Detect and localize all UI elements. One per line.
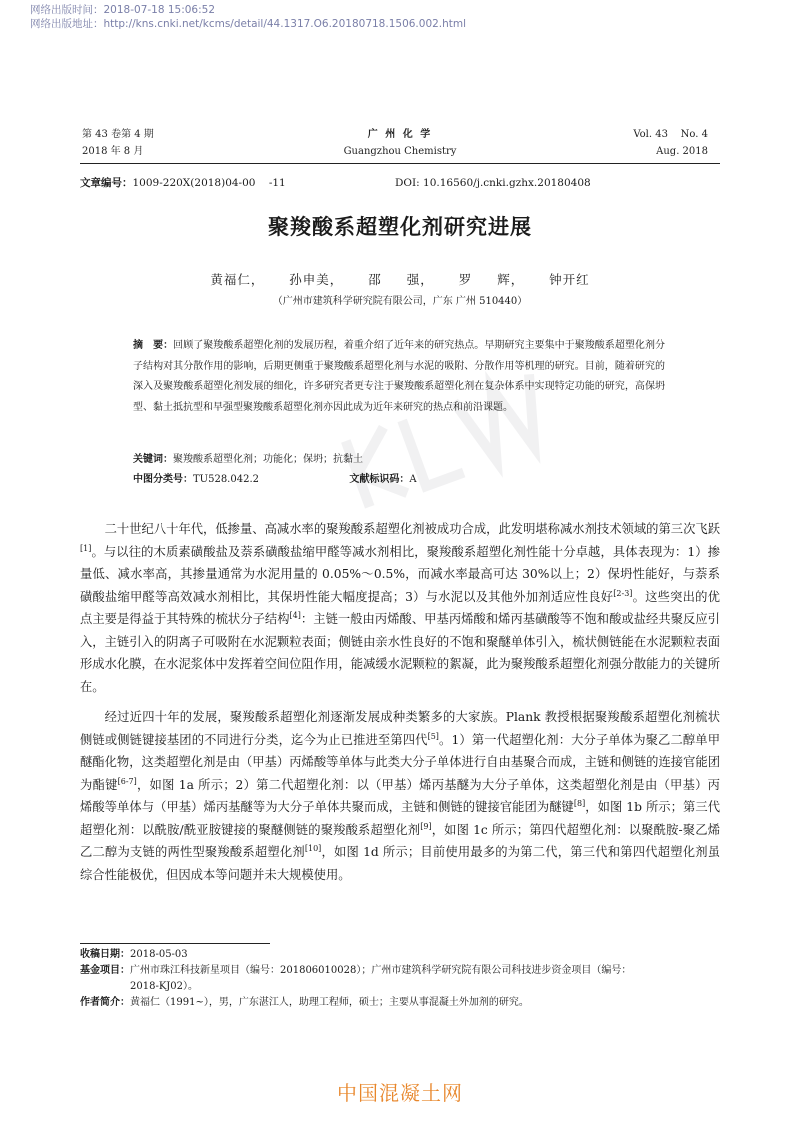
header-rule	[80, 163, 720, 164]
author-bio	[80, 995, 720, 1011]
article-number-value: 1009-220X(2018)04-00 -11	[132, 177, 286, 189]
fund-label: 基金项目：	[80, 965, 130, 976]
citation[interactable]: [5]	[427, 731, 439, 741]
citation[interactable]: [9]	[420, 821, 432, 831]
body-text: ，如图 1d 所示；目前使用最多的为第二代，第三代和第四代超塑化剂虽综合性能极优，但因成本等问题并未大规模使用。	[80, 845, 720, 882]
citation[interactable]: [10]	[304, 843, 322, 853]
keywords-label: 关键词：	[133, 454, 173, 465]
online-publish-address[interactable]: 网络出版地址：http://kns.cnki.net/kcms/detail/44.1317.O6.20180718.1506.002.html	[30, 18, 467, 30]
citation[interactable]: [1]	[80, 543, 92, 553]
journal-name-en: Guangzhou Chemistry	[343, 146, 457, 157]
clc-value: TU528.042.2	[193, 474, 259, 485]
body-text: ，如图 1a 所示；2）第二代超塑化剂：以（甲基）烯丙基醚为大分子单体，这类超塑化剂是由（甲基）丙烯酸等单体与（甲基）烯丙基醚等为大分子单体共聚而成，主链和侧链的键接官能团为醚键	[80, 777, 720, 814]
body-text: ，如图 1c 所示；第四代超塑化剂：以聚酰胺-聚乙烯乙二醇为支链的两性型聚羧酸系超塑化剂	[80, 822, 720, 859]
body-text: 。与以往的木质素磺酸盐及萘系磺酸盐缩甲醛等减水剂相比，聚羧酸系超塑化剂性能十分卓越，具体表现为：1）掺量低、减水率高，其掺量通常为水泥用量的 0.05%～0.5%，而减水率最高可达 30%以上；2）保坍性能好，与萘系磺酸盐缩甲醛等高效减水剂相比，其保坍性能大幅度提高；3）与水泥以及其他外加剂适应性良好	[80, 544, 720, 604]
affiliation: （广州市建筑科学研究院有限公司，广东 广州 510440）	[272, 296, 528, 307]
author-bio-label: 作者简介：	[80, 997, 130, 1008]
body-text: 二十世纪八十年代，低掺量、高减水率的聚羧酸系超塑化剂被成功合成，此发明堪称减水剂技术领域的第三次飞跃	[104, 522, 720, 536]
paper-title: 聚羧酸系超塑化剂研究进展	[268, 215, 532, 239]
doi[interactable]: DOI: 10.16560/j.cnki.gzhx.20180408	[395, 177, 591, 189]
citation[interactable]: [8]	[573, 798, 586, 808]
received-label: 收稿日期：	[80, 949, 130, 960]
fund-project	[80, 963, 720, 979]
body-text: 经过近四十年的发展，聚羧酸系超塑化剂逐渐发展成种类繁多的大家族。Plank 教授根据聚羧酸系超塑化剂梳状侧链或侧链键接基团的不同进行分类，迄今为止已推进至第四代	[80, 710, 720, 747]
date-cn: 2018 年 8 月	[82, 146, 144, 157]
volume-cn: 第 43 卷第 4 期	[82, 129, 154, 140]
clc-label: 中图分类号：	[133, 474, 193, 485]
received-date	[80, 947, 720, 963]
doc-code-label: 文献标识码：	[349, 474, 410, 485]
body-text: 。1）第一代超塑化剂：大分子单体为聚乙二醇单甲醚酯化物，这类超塑化剂是由（甲基）丙烯酸等单体与此类大分子单体进行自由基聚合而成，主链和侧链的连接官能团为酯键	[80, 732, 720, 792]
body-paragraph-1	[80, 518, 720, 698]
keywords-text: 聚羧酸系超塑化剂；功能化；保坍；抗黏土	[173, 454, 363, 465]
citation[interactable]: [6-7]	[117, 776, 137, 786]
abstract-text: 回顾了聚羧酸系超塑化剂的发展历程，着重介绍了近年来的研究热点。早期研究主要集中于聚羧酸系超塑化剂分子结构对其分散作用的影响，后期更侧重于聚羧酸系超塑化剂与水泥的吸附、分散作用等机理的研究。目前，随着研究的深入及聚羧酸系超塑化剂发展的细化，许多研究者更专注于聚羧酸系超塑化剂在复杂体系中实现特定功能的研究，高保坍型、黏土抵抗型和早强型聚羧酸系超塑化剂亦因此成为近年来研究的热点和前沿课题。	[133, 340, 666, 413]
journal-name-cn: 广 州 化 学	[367, 129, 433, 140]
citation[interactable]: [2-3]	[613, 588, 633, 598]
classification	[133, 470, 417, 490]
body-paragraph-2	[80, 706, 720, 886]
doc-code-value: A	[409, 474, 417, 485]
footnote-rule	[80, 943, 270, 944]
fund-text-2: 2018-KJ02）。	[130, 981, 199, 992]
abstract-label: 摘 要：	[133, 340, 174, 351]
abstract	[133, 336, 665, 418]
received-value: 2018-05-03	[130, 949, 188, 960]
online-publish-time: 网络出版时间：2018-07-18 15:06:52	[30, 4, 216, 16]
article-number-label: 文章编号：	[80, 177, 133, 189]
author-bio-text: 黄福仁（1991~），男，广东湛江人，助理工程师，硕士；主要从事混凝土外加剂的研究。	[130, 997, 529, 1008]
author-list: 黄福仁， 孙申美， 邵 强， 罗 辉， 钟开红	[210, 272, 590, 287]
keywords	[133, 450, 363, 470]
article-number	[80, 175, 286, 191]
date-en: Aug. 2018	[656, 146, 708, 157]
body-text: ：主链一般由丙烯酸、甲基丙烯酸和烯丙基磺酸等不饱和酸或盐经共聚反应引入，主链引入的阴离子可吸附在水泥颗粒表面；侧链由亲水性良好的不饱和聚醚单体引入，梳状侧链能在水泥颗粒表面形成水化膜，在水泥浆体中发挥着空间位阻作用，能减缓水泥颗粒的絮凝，此为聚羧酸系超塑化剂强分散能力的关键所在。	[80, 612, 720, 694]
citation[interactable]: [4]	[289, 610, 301, 620]
fund-text-1: 广州市珠江科技新星项目（编号：201806010028）；广州市建筑科学研究院有限公司科技进步资金项目（编号：	[130, 965, 632, 976]
site-logo[interactable]: 中国混凝土网	[337, 1081, 463, 1105]
volume-en: Vol. 43 No. 4	[633, 129, 708, 140]
body-text: ，如图 1b 所示；第三代超塑化剂：以酰胺/酰亚胺键接的聚醚侧链的聚羧酸系超塑化剂	[80, 800, 720, 837]
body-text: 。这些突出的优点主要是得益于其特殊的梳状分子结构	[80, 589, 720, 626]
